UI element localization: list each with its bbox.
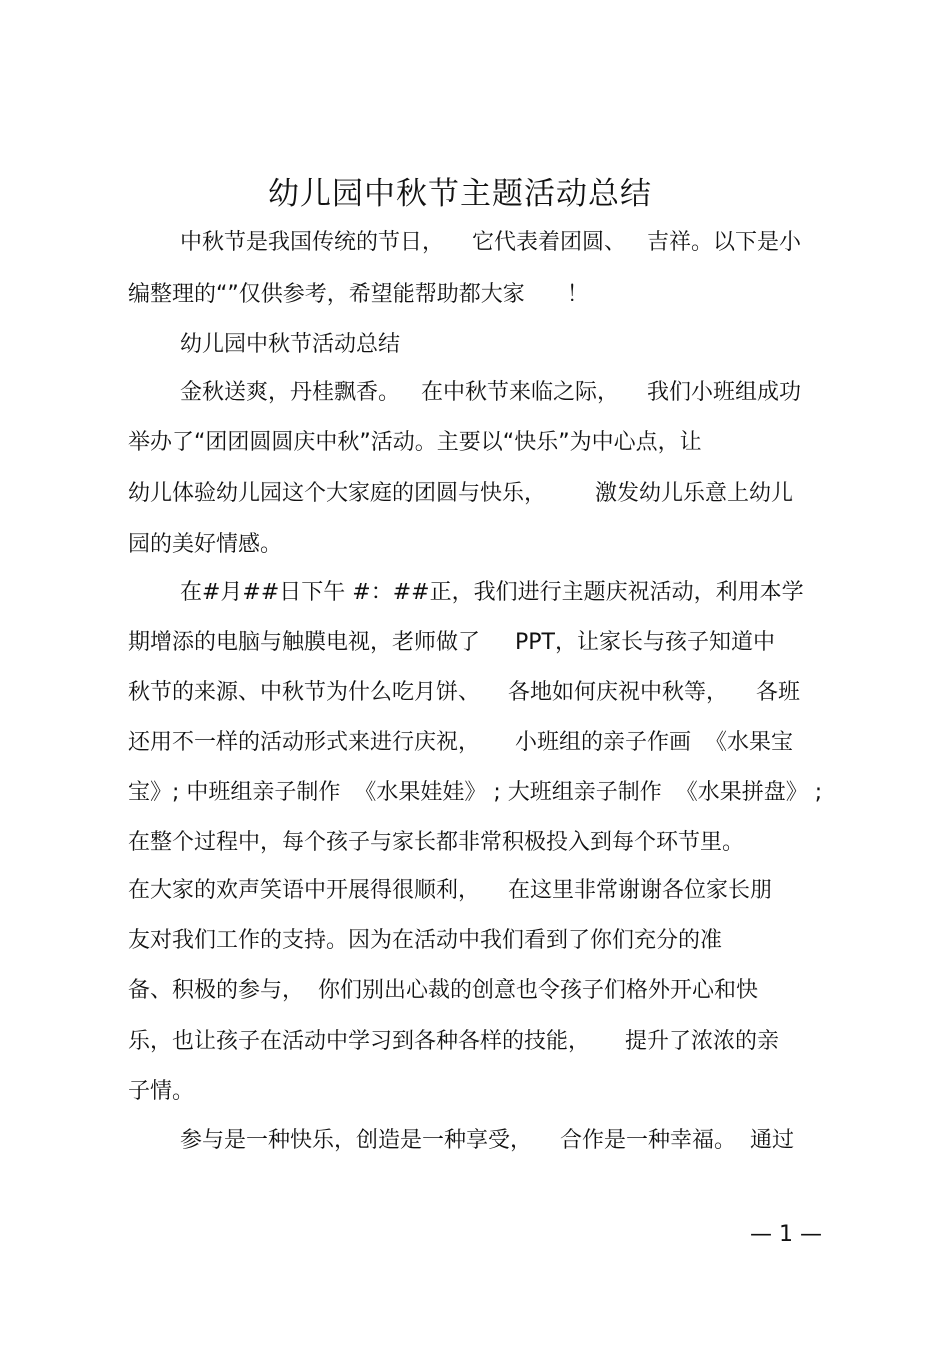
paragraph-line: 乐，也让孩子在活动中学习到各种各样的技能， 提升了浓浓的亲: [128, 1029, 779, 1054]
paragraph-line: 友对我们工作的支持。因为在活动中我们看到了你们充分的准: [128, 928, 723, 953]
page-number: — 1 —: [750, 1222, 822, 1247]
paragraph-line: 在#月##日下午 #：##正，我们进行主题庆祝活动，利用本学: [180, 580, 804, 605]
paragraph-line: 参与是一种快乐，创造是一种享受， 合作是一种幸福。 通过: [180, 1128, 794, 1153]
document-title: 幼儿园中秋节主题活动总结: [268, 176, 652, 212]
paragraph-line: 在大家的欢声笑语中开展得很顺利， 在这里非常谢谢各位家长朋: [128, 878, 772, 903]
paragraph-line: 中秋节是我国传统的节日， 它代表着团圆、 吉祥。以下是小: [180, 230, 801, 255]
paragraph-line: 园的美好情感。: [128, 532, 283, 557]
paragraph-line: 幼儿体验幼儿园这个大家庭的团圆与快乐， 激发幼儿乐意上幼儿: [128, 481, 793, 506]
paragraph-line: 编整理的“”仅供参考，希望能帮助都大家 ！: [128, 282, 589, 307]
paragraph-line: 秋节的来源、中秋节为什么吃月饼、 各地如何庆祝中秋等， 各班: [128, 680, 800, 705]
paragraph-line: 子情。: [128, 1079, 195, 1104]
paragraph-line: 还用不一样的活动形式来进行庆祝， 小班组的亲子作画 《水果宝: [128, 730, 793, 755]
section-heading: 幼儿园中秋节活动总结: [180, 332, 401, 357]
paragraph-line: 备、积极的参与， 你们别出心裁的创意也令孩子们格外开心和快: [128, 978, 758, 1003]
paragraph-line: 金秋送爽，丹桂飘香。 在中秋节来临之际， 我们小班组成功: [180, 380, 801, 405]
paragraph-line: 宝》; 中班组亲子制作 《水果娃娃》 ; 大班组亲子制作 《水果拼盘》 ;: [128, 780, 823, 805]
paragraph-line: 举办了“团团圆圆庆中秋”活动。主要以“快乐”为中心点，让: [128, 430, 702, 455]
paragraph-line: 期增添的电脑与触膜电视，老师做了 PPT，让家长与孩子知道中: [128, 630, 775, 655]
paragraph-line: 在整个过程中，每个孩子与家长都非常积极投入到每个环节里。: [128, 830, 745, 855]
